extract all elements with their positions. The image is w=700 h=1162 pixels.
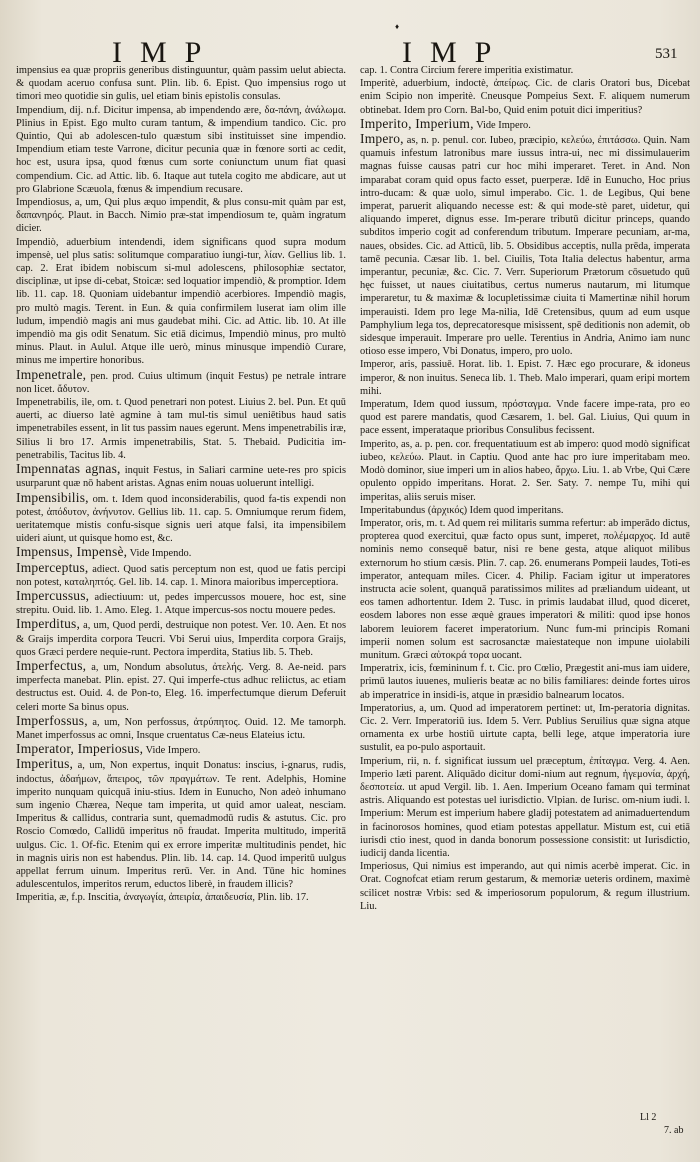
entry-text: Imperitia, æ, f.p. Inscitia, ἀναγωγία, ἀπειρία, ἀπαιδευσία, Plin. lib. 17. <box>16 892 309 904</box>
entry-text: a, um, Quod perdi, destruique non potest. Ver. 10. Aen. Et nos & Graijs imperdita corpora Teucri. Vbi Serui uius, Imperdita corpora Graijs, quos Græci perdere nequie-runt. Pectora imperdita, Statius lib. 5. Theb. <box>16 620 346 658</box>
dictionary-entry <box>360 398 690 438</box>
dictionary-entry <box>360 64 690 77</box>
dictionary-entry <box>360 438 690 504</box>
entry-headword: Impero, <box>360 131 404 147</box>
entry-headword: Imperceptus, <box>16 559 89 575</box>
entry-text: Impendiosus, a, um, Qui plus æquo impendit, & plus consu-mit quàm par est, δαπανηρός. Plaut. in Bacch. Nimio præ-stat impendiosum te, quàm ingratum dicier. <box>16 197 346 235</box>
dictionary-entry <box>360 702 690 755</box>
entry-text: Impendium, dij. n.f. Dicitur impensa, ab impendendo ære, δα-πάνη, ἀνάλωμα. Plinius in Epist. Ego multo curam tantum, & impendium tandico. Cic. pro Quintio, Qui ab adolescen-tulo quæstum sibi instituisset sine impendio. Impendium etiam teste Varrone, dicitur pecunia quæ in fœnore sorti ac cedit, hoc est, usura ipsa, quod fœnus cum sorte coniunctum unum fiat quasi compendium. Cic. ad Attic. lib. 6. Itaque aut tutela cogito me abdicare, aut ut pro Glabrione Scæuola, fœnus & impendium recusare. <box>16 104 346 195</box>
dictionary-entry <box>360 517 690 662</box>
entry-text: Imperor, aris, passiuē. Horat. lib. 1. Epist. 7. Hæc ego procurare, & idoneus imperor, & non inuitus. Seneca lib. 1. Theb. Malo imperari, quam eripi mortem mihi. <box>360 359 690 397</box>
dictionary-entry <box>360 77 690 117</box>
dictionary-entry <box>16 714 346 742</box>
entry-text: as, n. p. penul. cor. Iubeo, præcipio, κελεύω, ἐπιτάσσω. Quin. Nam quamuis infestum latronibus mare iussus intra-ui, nec mi dissimulauerim magnas fuisse causas patri cur hoc mihi imperaret. Teret. in And. Non imparabat coram quid opus facto esset, puerperæ. Idē in Eunucho, Hoc prius intro-ducam: & quæ uolo, simul imperabo. Cic. 1. de Legibus, Qui bene imperat, paruerit aliquando necesse est: & qui mode-stè paret, uidetur, qui aliquando imperet, dignus esse. Im-perare tributū dicitur princeps, quando subditos imperio cogit ad conferendum tributum. Imperare pecuniam, ar-ma, naues, obsides. Cic. ad Atticū, lib. 5. Obsidibus acceptis, nulla prēda, imperata tamē pecunia. Cæsar lib. 1. bel. Ciuilis, Tota Italia delectus habentur, arma imperantur, pecuniæ, &c. Cic. 7. Verr. Superiorum Prætorum cōsuetudo quū hęc fuisset, ut naues ciuitatibus, certus numerus nautarum, mi litumque imperaretur, tu & maximæ & locupletissimæ ciuita ti Mamertinæ nihil horum imperauisti. Idem pro lege Ma-nilia, Idē Cretensibus, quum ad eum usque Pamphylium lega tos, deprecatoresque misissent, spē deditionis non ademit, ob sidesque imperauit. Imperare pro uelle. Terentius in Andria, Animo iam nunc otioso esse impero, Vbi Donatus, impero, pro uolo. <box>360 135 690 358</box>
entry-text: Vide Impero. <box>473 119 531 131</box>
dictionary-entry <box>360 117 690 132</box>
dictionary-entry <box>16 64 346 104</box>
dictionary-entry <box>16 891 346 904</box>
dictionary-entry <box>16 659 346 714</box>
entry-text: a, um, Nondum absolutus, ἀτελής. Verg. 8. Ae-neid. pars imperfecta manebat. Plin. epist. 27. Qui imperfe-ctus adhuc reliictus, ac etiam destructus est. Ouid. 4. de Pon-to, Eleg. 16. imperfectumque dierum Deferuit celeri morte Sa binus opus. <box>16 661 346 713</box>
entry-text: impensius ea quæ propriis generibus distinguuntur, quàm passim uelut abiecta. & quodam aceruo confusa sunt. Plin. lib. 6. Epist. Quo impensius rogo ut timori meo quotidie sin gulis, uel etiam binis epistolis consulas. <box>16 65 346 103</box>
dictionary-entry <box>16 617 346 659</box>
dictionary-entry <box>16 462 346 490</box>
dictionary-entry <box>16 196 346 236</box>
entry-headword: Impensus, Impensè, <box>16 544 128 560</box>
dictionary-entry <box>16 561 346 589</box>
entry-headword: Imperator, Imperiosus, <box>16 741 144 757</box>
entry-text: Imperator, oris, m. t. Ad quem rei militaris summa refertur: ab imperādo dictus, propterea quod exercitui, quæ facto opus sunt, imperet, πολέμαρχος. Id autē nominis nemo consequē batur, nisi re bene gesta, atque aliquot milibus externorum ho stium cæsis. Plin. 7. cap. 26. enumerans Pompeii laudes, Toti-es imperator, antequam miles. Cicer. 4. Philip. Faciam igitur ut imperatores instructa acie solent, quanquā paratissimos milites ad præliandum uideant, ut eos tamen adhortentur. Idem 2. Tusc. in primis laudabat illud, quod diceret, eosdem labores non esse æquè graues imperatori & militi: quod ipse honos laborem leuiorem faceret imperatorium. Nunc fum-mi principis Romani imperii nomen solum est sacrosanctæ maiestateque non impune uiolabili munitum. Græci αὐτοκρά τορα uocant. <box>360 517 690 661</box>
dictionary-entry <box>16 491 346 546</box>
dictionary-entry <box>16 396 346 462</box>
dictionary-entry <box>16 368 346 396</box>
entry-text: Imperitè, aduerbium, indoctè, ἀπείρως. Cic. de claris Oratori bus, Dicebat enim Scipio non imperitè. Cneusque Pompeius Sext. F. aliquem numerum obtinebat. Idem pro Corn. Bal-bo, Quid enim potuit dici imperitius? <box>360 78 690 116</box>
entry-headword: Imperitus, <box>16 756 74 772</box>
header-mark: ♦ <box>395 22 400 31</box>
dictionary-entry <box>360 504 690 517</box>
entry-headword: Impercussus, <box>16 587 90 603</box>
catchword: 7. ab <box>664 1125 684 1136</box>
dictionary-entry <box>16 236 346 368</box>
entry-text: pen. prod. Cuius ultimum (inquit Festus) pe netrale intrare non licet. ἄδυτον. <box>16 370 346 395</box>
entry-text: Vide Impendo. <box>127 548 192 560</box>
dictionary-entry <box>16 589 346 617</box>
entry-text: Imperiosus, Qui nimius est imperando, aut qui nimis acerbè imperat. Cic. in Orat. Cognofcat etiam rerum gestarum, & memoriæ ueteris ordinem, maximè scilicet nostræ Vrbis: sed & imperiosorum populorum, & regum illustrium. Liu. <box>360 861 690 912</box>
dictionary-entry <box>360 132 690 358</box>
entry-headword: Imperito, Imperium, <box>360 115 474 131</box>
dictionary-entry <box>360 860 690 913</box>
entry-text: cap. 1. Contra Circium ferere imperitia existimatur. <box>360 65 574 76</box>
signature-mark: Ll 2 <box>640 1112 657 1123</box>
page-number: 531 <box>655 46 678 62</box>
page-footer <box>360 1112 690 1142</box>
dictionary-entry <box>360 662 690 702</box>
entry-text: adiect. Quod satis perceptum non est, quod ue fatis percipi non potest, καταληπτός. Gel. lib. 14. cap. 1. Minora maioribus imperceptiora. <box>16 563 346 588</box>
entry-headword: Impennatas agnas, <box>16 461 121 477</box>
entry-text: Imperito, as, a. p. pen. cor. frequentatiuum est ab impero: quod modò significat iubeo, κελεύω. Plaut. in Captiu. Quod ante hac pro iure imperitabam meo. Modò dominor, siue imperi um in alios habeo, ἄρχω. Liu. 1. ab Vrbe, Qui Cære opulento oppido imperitans. Horat. 2. Ser. Saty. 7. nempe Tu, mihi qui imperitas, aliis seruis miser. <box>360 438 690 503</box>
dictionary-entry <box>16 742 346 757</box>
dictionary-entry <box>16 104 346 196</box>
dictionary-entry <box>360 755 690 861</box>
entry-text: Impenetrabilis, ile, om. t. Quod penetrari non potest. Liuius 2. bel. Pun. Et quū auerti, ac diuerso latè agmine à tam mul-tis simul ueniētibus haud satis impenetrabiles essent, in lit tus passim naues egerunt. Mens impenetrabilis iræ, Silius li bro 17. Armis impenetrabilis, Stat. 5. Thebaid. Pudicitia im-penetrabilis, Tacitus lib. 4. <box>16 397 346 461</box>
right-column <box>360 64 690 1140</box>
entry-headword: Imperfectus, <box>16 657 87 673</box>
entry-text: Imperitabundus (ἀρχικός) Idem quod imperitans. <box>360 504 564 516</box>
header-left: IMP <box>112 36 220 69</box>
entry-text: Vide Impero. <box>143 745 201 757</box>
entry-text: a, um, Non perfossus, ἀτρύπητος. Ouid. 12. Me tamorph. Manet imperfossus ac omni, Insque cruentatus Cæ-neus Elateius ictu. <box>16 716 346 741</box>
entry-text: Impendiò, aduerbium intendendi, idem significans quod supra modum impensè, uel plus satis: solitumque comparatiuo iungi-tur, λίαν. Gellius lib. 1. cap. 2. Erat ibidem nobiscum si-mul adolescens, philosophiæ sectator, disciplinæ, ut ipse di-cebat, Stoicæ: sed loquatior impendiò, & promptior. Idem lib. 11. cap. 18. Quoniam uidebantur impendiò acerbiores. Impendiò magis, pro multò magis. Terent. in Eun. & quia confirmilem luserat iam olim ille ludum, impendiò magis ani mus gaudebat mihi. Cic. ad Attic. lib. 10. At ille impendiò ma gis odit Senatum. Sic etiā dicimus, Impendiò minus, pro multò minus. Plaut. in Aulul. Atque ille uerò, minus minusque impendiò Curare, minus me impertire honoribus. <box>16 236 346 367</box>
entry-text: Imperatum, Idem quod iussum, πρόσταγμα. Vnde facere impe-rata, pro eo quod est parere mandatis, quod Cæsarem, 1. bel. Gal. Liuius, Qui quum in pace essent, imperataque prioribus Consulibus fecissent. <box>360 399 690 437</box>
entry-text: adiectiuum: ut, pedes impercussos mouere, hoc est, sine strepitu. Ouid. lib. 1. Amo. Eleg. 1. Atque impercus-sos noctu mouere pedes. <box>16 591 346 617</box>
entry-text: a, um, Non expertus, inquit Donatus: inscius, i-gnarus, rudis, indoctus, ἀδαήμων, ἄπειρος, τῶν πραγμάτων. Te rent. Adelphis, Homine imperito nunquam quicquā iniu-stius. Idem in Eunucho, Non adeò inhumano sum ingenio Chærea, Neque tam imperita, ut quid amor ualeat, nesciam. Imperitus & callidus, contraria sunt, quemadmodū rudis & astutus. Cic. pro Roscio Comœdo, Callidū imperitus nō fraudat. Imperita multitudo, imperitā uulgus. Cic. 1. Of-fic. Etenim qui ex errore imperitæ multitudinis pendet, hic in magnis uiris non est habendus. Plin. lib. 14. cap. 14. Quod imperitū uulgus appellat ferrum uinum. Imperitus rerū. Ver. in And. Tūne hic homines adulescentulos, imperitos rerum, eductos liberè, in fraudem illicis? <box>16 760 346 891</box>
left-column <box>16 64 346 1140</box>
dictionary-entry <box>360 358 690 398</box>
entry-headword: Impensibilis, <box>16 489 89 505</box>
dictionary-entry <box>16 545 346 560</box>
entry-text: inquit Festus, in Saliari carmine uete-res pro spicis usurparunt quæ nō habent aristas. Agnas enim nouas uoluerunt intelligi. <box>16 465 346 490</box>
entry-headword: Imperfossus, <box>16 712 88 728</box>
entry-text: om. t. Idem quod inconsiderabilis, quod fa-tis expendi non potest, ἀπόδυτον, ἀνήνυτον. Gellius lib. 11. cap. 5. Omniumque rerum fidem, ueritatemque mistis confu-sisque signis ueri atque falsi, ita impensibilem uideri aiunt, ut quisque homo est, &c. <box>16 493 346 545</box>
entry-headword: Impenetrale, <box>16 366 87 382</box>
entry-text: Imperium, rii, n. f. significat iussum uel præceptum, ἐπίταγμα. Verg. 4. Aen. Imperio læti parent. Aliquādo dicitur domi-nium aut regnum, ἡγεμονία, ἀρχή, δεσποτεία. ut apud Vergil. lib. 1. Aen. Imperium Oceano famam qui terminat astris. Aliquando est potestas uel iurisdictio. Vlpian. de Iurisc. om-nium iudi. l. Imperium: Merum est imperium habere gladij potestatem ad animaduertendum in facinorosos homines, quod etiam potestas appellatur. Mistum est, cui etiā iurisdi ctio inest, quod in danda bonorum possessione consistit: ut Iurisdictio, iudicij danda licentia. <box>360 755 690 859</box>
entry-text: Imperatorius, a, um. Quod ad imperatorem pertinet: ut, Im-peratoria dignitas. Cic. 2. Verr. Imperatoriū ius. Idem 5. Verr. Publius Seruilius quæ signa atque ornamenta ex urbe hostiū uirtute capta, belli lege, atque imperatoria iure sustulit, ea po-pulo asportauit. <box>360 702 690 754</box>
entry-headword: Imperditus, <box>16 616 81 632</box>
dictionary-entry <box>16 757 346 891</box>
entry-text: Imperatrix, icis, fœmininum f. t. Cic. pro Cœlio, Prægestit ani-mus iam uidere, primū lautos iuuenes, mulieris beatæ ac no bilis familiares: deinde fortes uiros ab imperatrice in insidi-is, atque in præsidio balnearum locatos. <box>360 663 690 701</box>
header-right: IMP <box>402 36 510 69</box>
